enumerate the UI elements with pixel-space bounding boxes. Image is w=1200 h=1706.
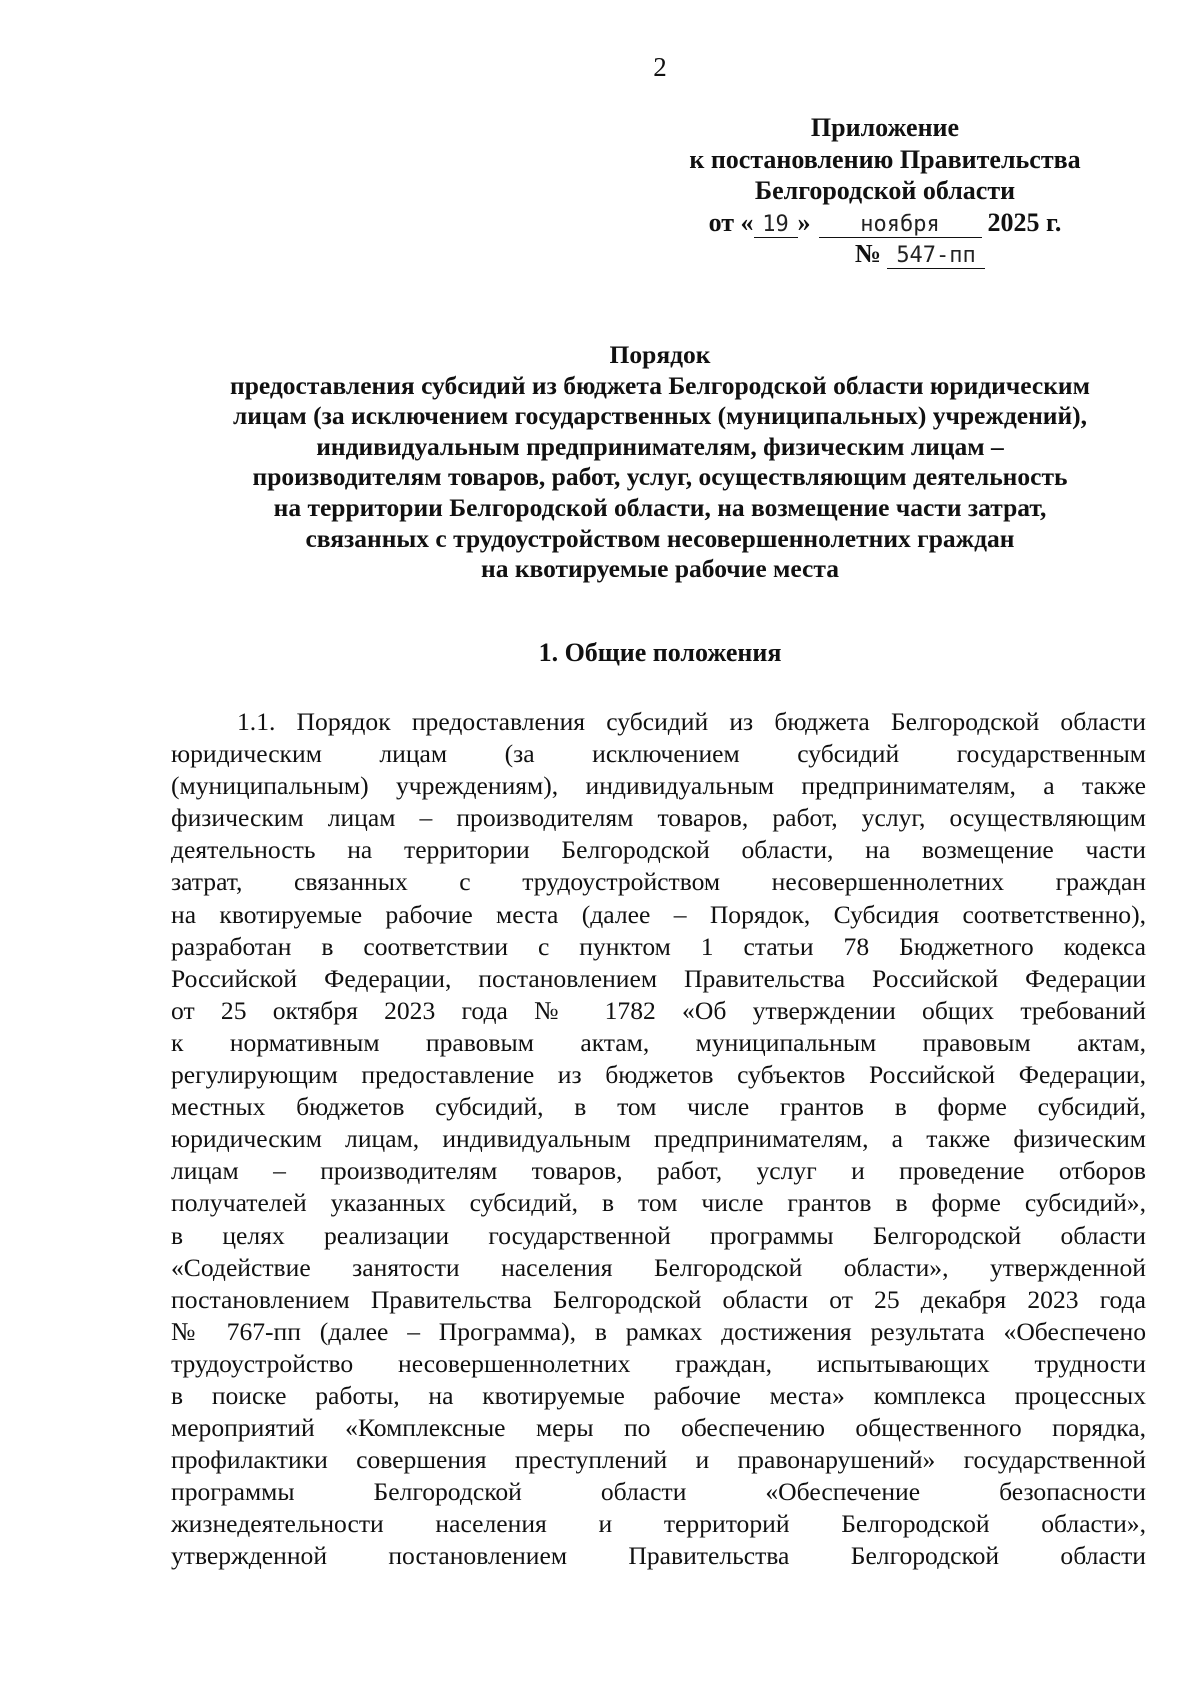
- body-line: жизнедеятельности населения и территорий Белгородской области»,: [171, 1509, 1146, 1539]
- body-line: «Содействие занятости населения Белгородской области», утвержденной: [171, 1252, 1146, 1282]
- body-line: (муниципальным) учреждениям), индивидуальным предпринимателям, а также: [171, 771, 1146, 801]
- title-line: на территории Белгородской области, на возмещение части затрат,: [273, 492, 1047, 522]
- body-line: программы Белгородской области «Обеспечение безопасности: [171, 1477, 1146, 1507]
- body-line: к нормативным правовым актам, муниципальным правовым актам,: [171, 1027, 1146, 1057]
- body-line: от 25 октября 2023 года № 1782 «Об утверждении общих требований: [171, 995, 1146, 1025]
- date-prefix: от «: [708, 207, 754, 237]
- body-line: мероприятий «Комплексные меры по обеспечению общественного порядка,: [171, 1413, 1146, 1443]
- body-line: разработан в соответствии с пунктом 1 статьи 78 Бюджетного кодекса: [171, 931, 1146, 961]
- number-prefix: №: [854, 239, 882, 268]
- body-line: получателей указанных субсидий, в том числе грантов в форме субсидий»,: [171, 1188, 1146, 1218]
- body-line: № 767-пп (далее – Программа), в рамках достижения результата «Обеспечено: [171, 1316, 1146, 1346]
- body-line: физическим лицам – производителям товаров, работ, услуг, осуществляющим: [171, 803, 1146, 833]
- body-line: деятельность на территории Белгородской области, на возмещение части: [171, 835, 1146, 865]
- title-line: предоставления субсидий из бюджета Белгородской области юридическим: [230, 370, 1090, 400]
- section-title: 1. Общие положения: [538, 638, 782, 667]
- date-mid: »: [797, 207, 811, 237]
- appendix-line-3: Белгородской области: [754, 176, 1016, 205]
- body-line: утвержденной постановлением Правительства Белгородской области: [171, 1541, 1146, 1571]
- body-line: юридическим лицам, индивидуальным предпринимателям, а также физическим: [171, 1124, 1146, 1154]
- title-line: лицам (за исключением государственных (муниципальных) учреждений),: [232, 401, 1088, 431]
- appendix-line-2: к постановлению Правительства: [689, 144, 1081, 174]
- date-day: 19: [754, 213, 798, 238]
- document-title: [0, 340, 1200, 585]
- body-line: профилактики совершения преступлений и правонарушений» государственной: [171, 1445, 1146, 1475]
- body-line: местных бюджетов субсидий, в том числе грантов в форме субсидий,: [171, 1092, 1146, 1122]
- body-line: трудоустройство несовершеннолетних граждан, испытывающих трудности: [171, 1348, 1146, 1378]
- body-line: на квотируемые рабочие места (далее – Порядок, Субсидия соответственно),: [171, 899, 1146, 929]
- date-month: ноября: [819, 213, 982, 238]
- page-number: 2: [653, 52, 667, 82]
- title-line: производителям товаров, работ, услуг, осуществляющим деятельность: [252, 462, 1068, 492]
- title-line: на квотируемые рабочие места: [481, 554, 839, 584]
- appendix-number: [668, 238, 1102, 270]
- body-line: в целях реализации государственной программы Белгородской области: [171, 1220, 1146, 1250]
- body-line: 1.1. Порядок предоставления субсидий из бюджета Белгородской области: [237, 707, 1146, 736]
- body-line: регулирующим предоставление из бюджетов субъектов Российской Федерации,: [171, 1060, 1146, 1090]
- number-value: 547-пп: [887, 244, 985, 269]
- title-line: связанных с трудоустройством несовершеннолетних граждан: [305, 523, 1015, 553]
- appendix-title: Приложение: [810, 113, 960, 142]
- body-line: лицам – производителям товаров, работ, услуг и проведение отборов: [171, 1156, 1146, 1186]
- body-text: [171, 706, 1146, 1573]
- body-line: постановлением Правительства Белгородской области от 25 декабря 2023 года: [171, 1284, 1146, 1314]
- title-line: индивидуальным предпринимателям, физическим лицам –: [316, 431, 1004, 461]
- appendix-date: [668, 207, 1102, 239]
- date-year: 2025 г.: [987, 207, 1062, 237]
- body-line: Российской Федерации, постановлением Правительства Российской Федерации: [171, 963, 1146, 993]
- body-line: затрат, связанных с трудоустройством несовершеннолетних граждан: [171, 867, 1146, 897]
- title-line: Порядок: [609, 340, 711, 369]
- body-line: в поиске работы, на квотируемые рабочие места» комплекса процессных: [171, 1380, 1146, 1410]
- appendix-block: [668, 112, 1102, 270]
- body-line: юридическим лицам (за исключением субсидий государственным: [171, 739, 1146, 769]
